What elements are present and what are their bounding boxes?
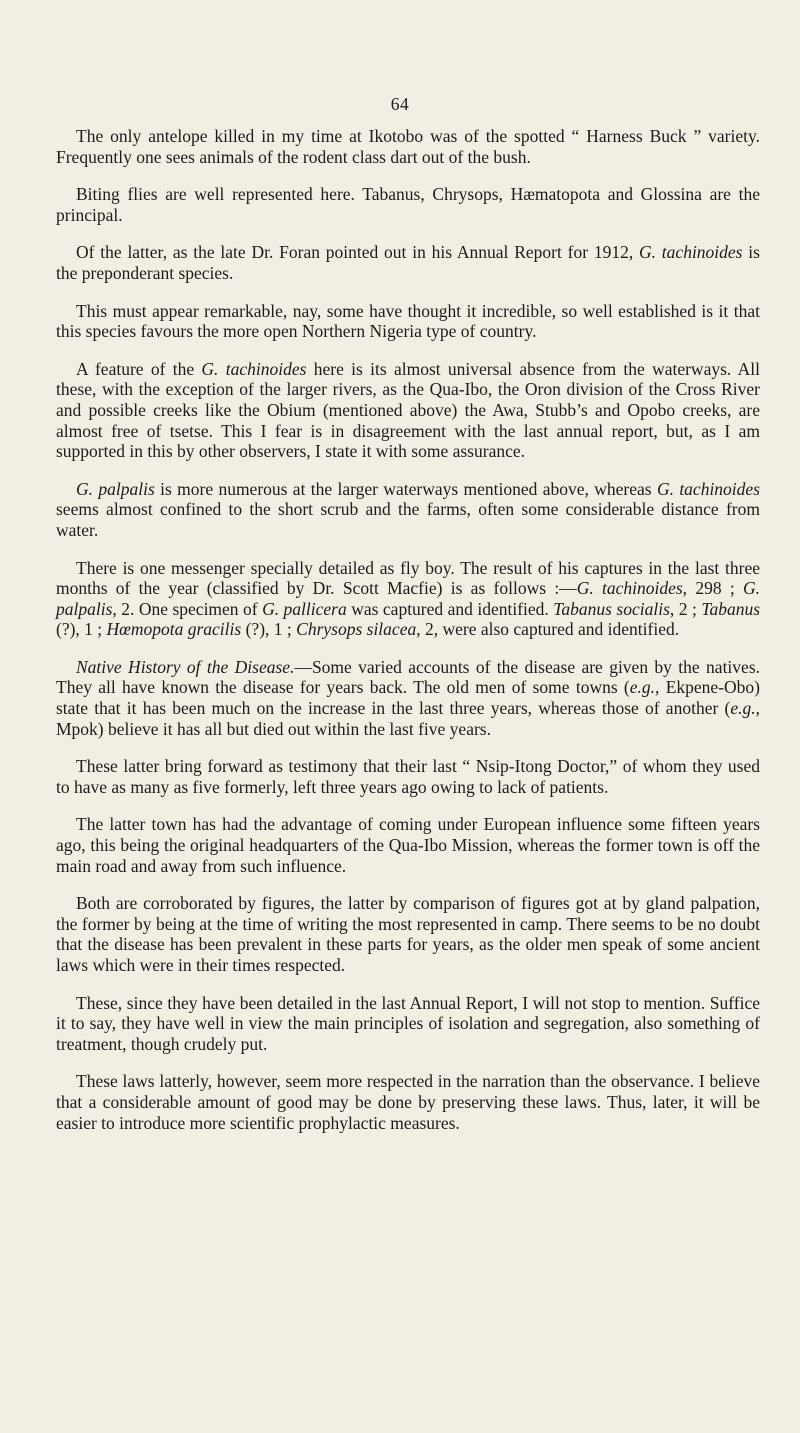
paragraph-10: The latter town has had the advantage of coming under European influence some fifteen years ago, this being the original headquarters of the Qua-Ibo Mission, whereas the former town is off the main road and away from such influence. [56,814,760,876]
paragraph-9: These latter bring forward as testimony that their last “ Nsip-Itong Doctor,” of whom they used to have as many as five formerly, left three years ago owing to lack of patients. [56,756,760,797]
paragraph-5: A feature of the G. tachinoides here is its almost universal absence from the waterways. All these, with the exception of the larger rivers, as the Qua-Ibo, the Oron division of the Cross River and possible creeks like the Obium (mentioned above) the Awa, Stubb’s and Opobo creeks, are almost free of tsetse. This I fear is in disagreement with the last annual report, but, as I am supported in this by other observers, I state it with some assurance. [56,358,760,462]
paragraph-7: There is one messenger specially detailed as fly boy. The result of his captures in the last three months of the year (classified by Dr. Scott Macfie) is as follows :—G. tachinoides, 298 ; G. palpalis, 2. One specimen of G. pallicera was captured and identified. Tabanus socialis, 2 ; Tabanus (?), 1 ; Hœmopota gracilis (?), 1 ; Chrysops silacea, 2, were also captured and identified. [56,557,761,640]
paragraph-1: The only antelope killed in my time at Ikotobo was of the spotted “ Harness Buck ” variety. Frequently one sees animals of the rodent class dart out of the bush. [56,126,760,167]
paragraph-12: These, since they have been detailed in the last Annual Report, I will not stop to mention. Suffice it to say, they have well in view the main principles of isolation and segregation, also something of treatment, though crudely put. [56,992,760,1054]
paragraph-8: Native History of the Disease.—Some varied accounts of the disease are given by the natives. They all have known the disease for years back. The old men of some towns (e.g., Ekpene-Obo) state that it has been much on the increase in the last three years, whereas those of another (e.g., Mpok) believe it has all but died out within the last five years. [56,656,760,739]
paragraph-3: Of the latter, as the late Dr. Foran pointed out in his Annual Report for 1912, G. tachinoides is the preponderant species. [56,242,760,283]
paragraph-13: These laws latterly, however, seem more respected in the narration than the observance. I believe that a considerable amount of good may be done by preserving these laws. Thus, later, it will be easier to introduce more scientific prophylactic measures. [56,1071,760,1133]
page-number: 64 [390,94,410,114]
paragraph-4: This must appear remarkable, nay, some have thought it incredible, so well established is it that this species favours the more open Northern Nigeria type of country. [56,300,760,342]
paragraph-6: G. palpalis is more numerous at the larger waterways mentioned above, whereas G. tachinoides seems almost confined to the short scrub and the farms, often some considerable distance from water. [56,478,760,540]
body-text [56,126,760,1150]
paragraph-2: Biting flies are well represented here. Tabanus, Chrysops, Hæmatopota and Glossina are the principal. [56,184,760,225]
paragraph-11: Both are corroborated by figures, the latter by comparison of figures got at by gland palpation, the former by being at the time of writing the most represented in camp. There seems to be no doubt that the disease has been prevalent in these parts for years, as the older men speak of some ancient laws which were in their times respected. [56,893,760,975]
